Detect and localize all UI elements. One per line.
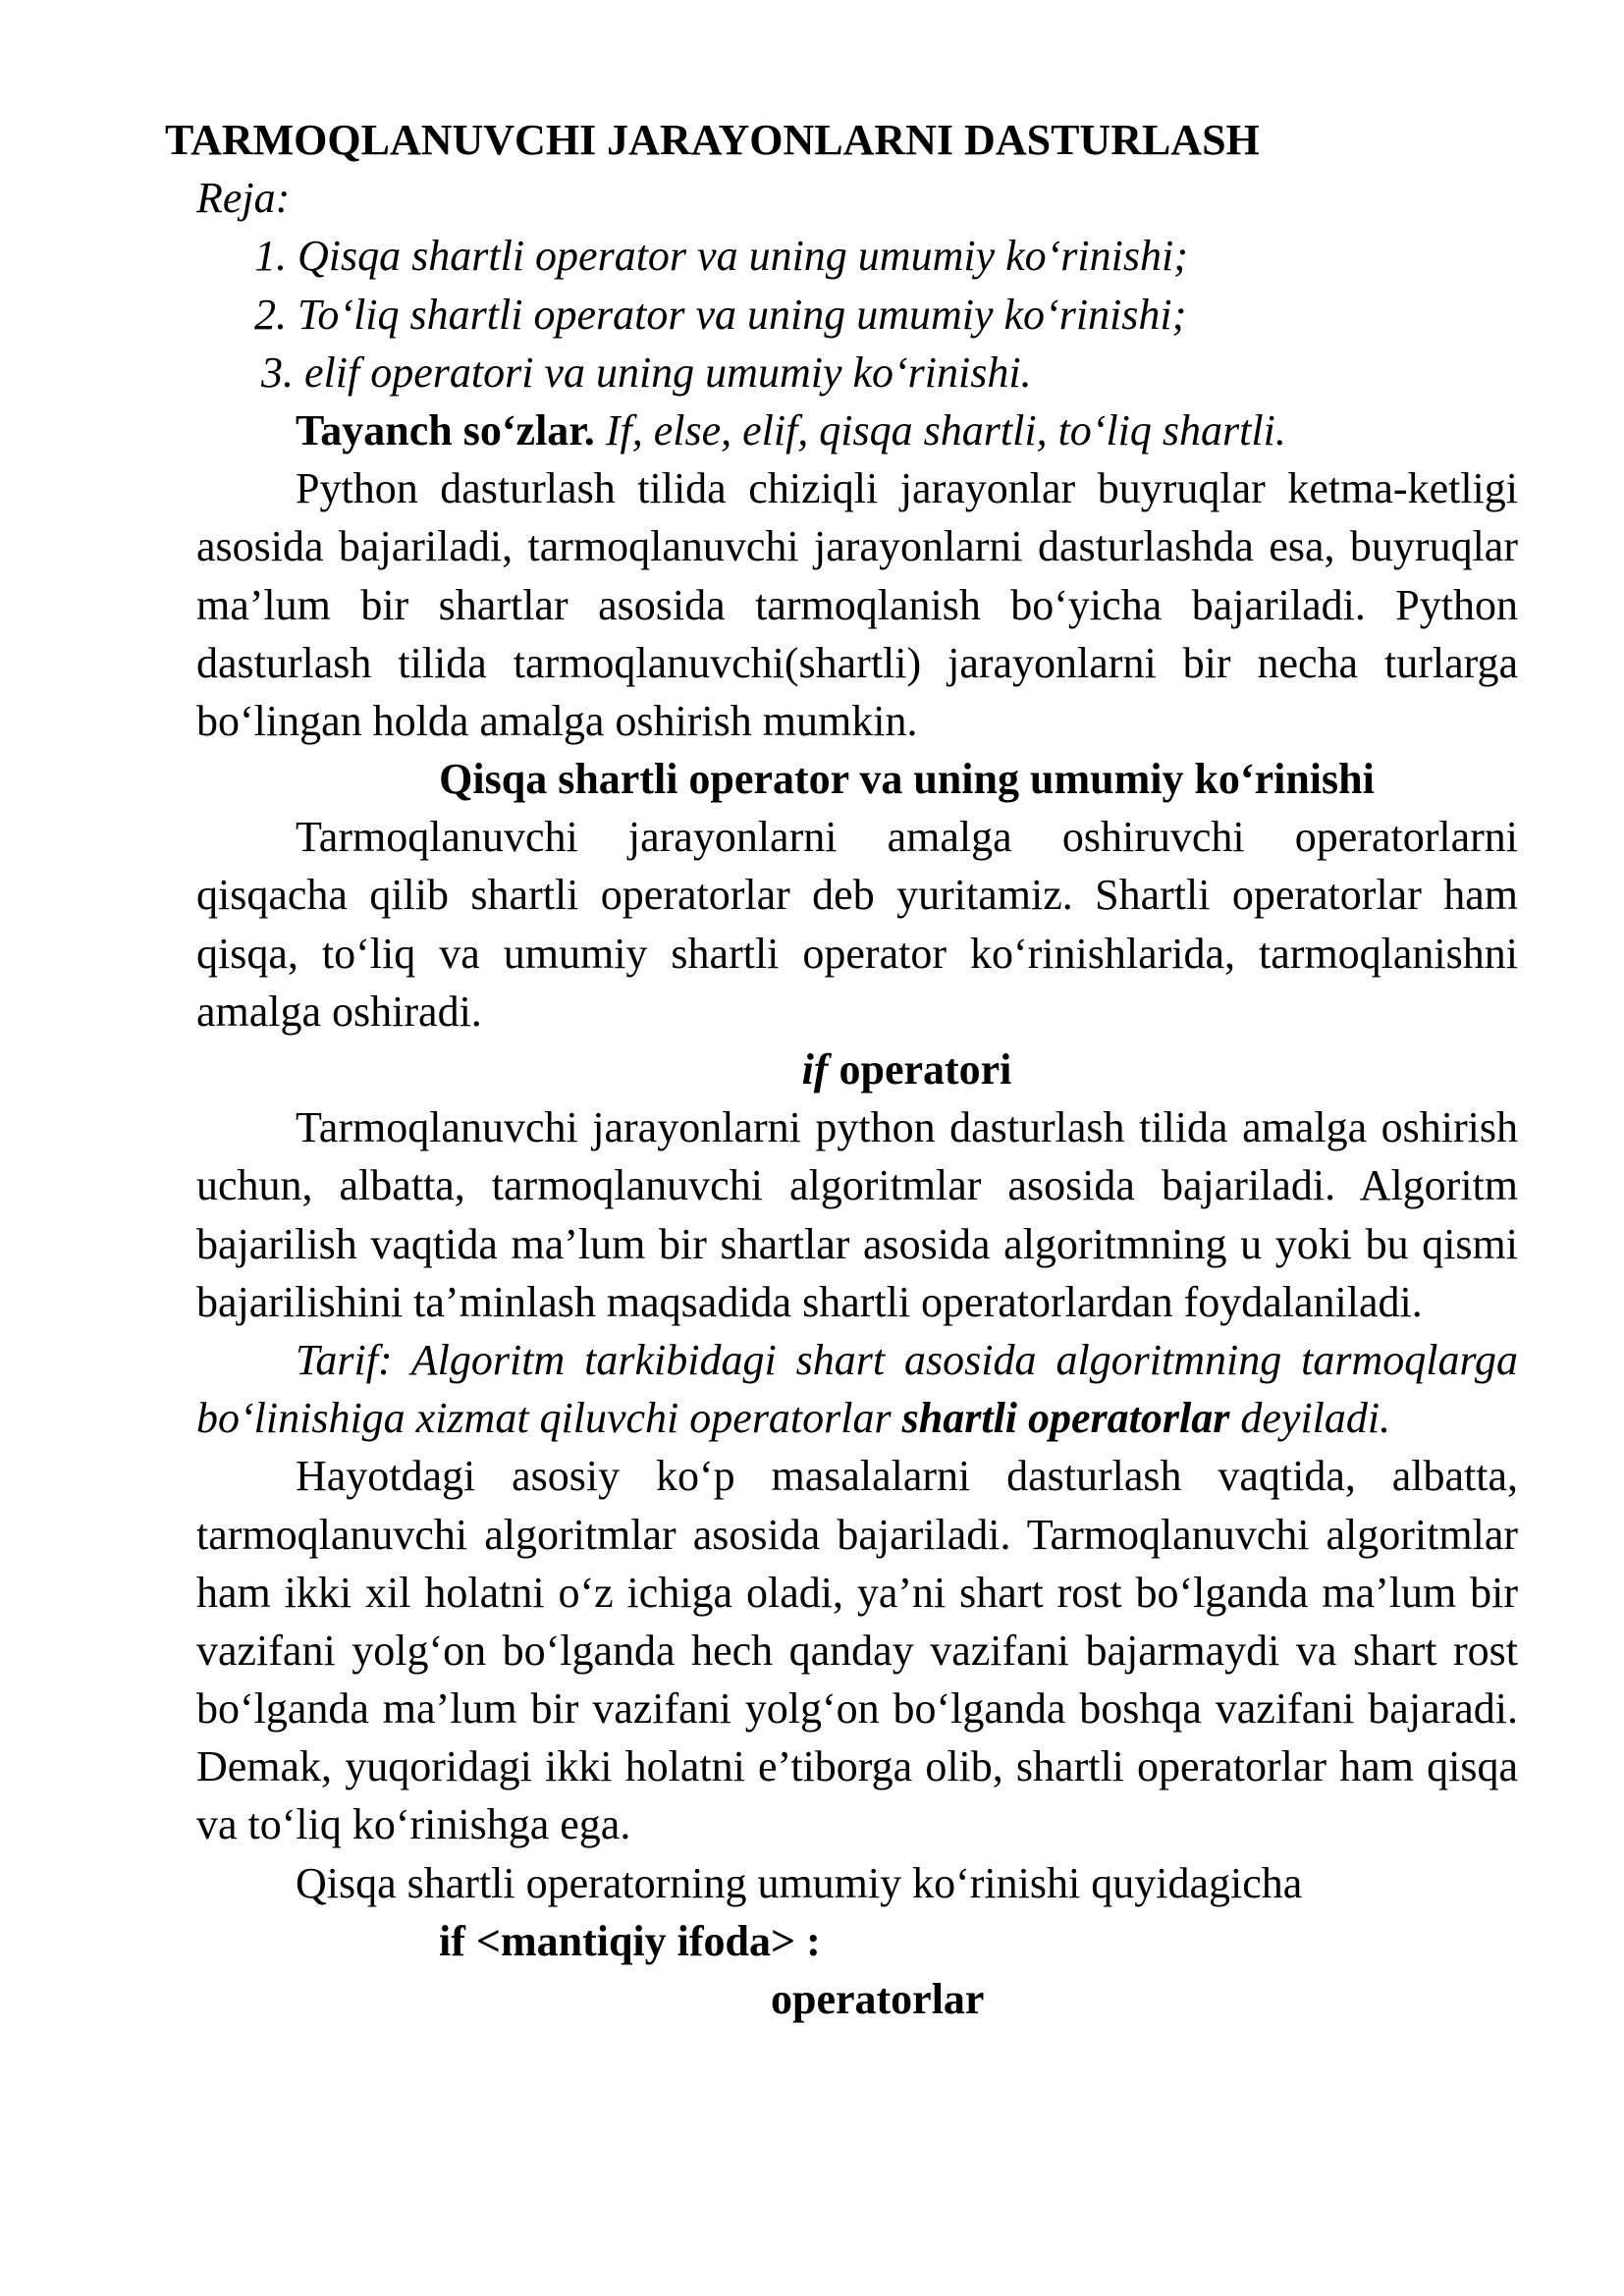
paragraph-line: qisqa, to‘liq va umumiy shartli operator ko‘rinishlarida, tarmoqlanishni (196, 929, 1518, 978)
definition-line: Tarif: Algoritm tarkibidagi shart asosida algoritmning tarmoqlarga (296, 1335, 1518, 1384)
document-title: TARMOQLANUVCHI JARAYONLARNI DASTURLASH (165, 116, 1260, 164)
paragraph-line: dasturlash tilida tarmoqlanuvchi(shartli) jarayonlarni bir necha turlarga (196, 638, 1518, 687)
paragraph-line: bo‘lganda ma’lum bir vazifani yolg‘on bo‘lganda boshqa vazifani bajaradi. (196, 1684, 1518, 1734)
syntax-body-line: operatorlar (771, 1975, 985, 2023)
paragraph-line: asosida bajariladi, tarmoqlanuvchi jarayonlarni dasturlashda esa, buyruqlar (196, 522, 1518, 571)
if-heading-rest: operatori (828, 1045, 1012, 1094)
keywords-label: Tayanch so‘zlar. (296, 405, 595, 454)
paragraph-line: Hayotdagi asosiy ko‘p masalalarni dasturlash vaqtida, albatta, (296, 1452, 1518, 1501)
paragraph-line: bajarilish vaqtida ma’lum bir shartlar asosida algoritmning u yoki bu qismi (196, 1219, 1518, 1268)
if-operator-heading (196, 1041, 1518, 1098)
keywords-line (196, 401, 1518, 459)
paragraph-line: ham ikki xil holatni o‘z ichiga oladi, ya’ni shart rost bo‘lganda ma’lum bir (196, 1568, 1518, 1617)
paragraph-line: vazifani yolg‘on bo‘lganda hech qanday vazifani bajarmaydi va shart rost (196, 1626, 1518, 1675)
syntax-intro: Qisqa shartli operatorning umumiy ko‘rinishi quyidagicha (296, 1858, 1303, 1907)
section-heading: Qisqa shartli operator va uning umumiy ko‘rinishi (439, 755, 1375, 804)
if-keyword: if (801, 1045, 829, 1094)
paragraph-line: tarmoqlanuvchi algoritmlar asosida bajariladi. Tarmoqlanuvchi algoritmlar (196, 1510, 1518, 1559)
plan-label: Reja: (196, 174, 291, 223)
paragraph-line: uchun, albatta, tarmoqlanuvchi algoritmlar asosida bajariladi. Algoritm (196, 1161, 1518, 1210)
paragraph-line: Demak, yuqoridagi ikki holatni e’tiborga olib, shartli operatorlar ham qisqa (196, 1742, 1518, 1791)
paragraph-line: qisqacha qilib shartli operatorlar deb yuritamiz. Shartli operatorlar ham (196, 871, 1518, 920)
paragraph-line: bo‘lingan holda amalga oshirish mumkin. (196, 696, 918, 745)
paragraph-line: bajarilishini ta’minlash maqsadida shartli operatorlardan foydalaniladi. (196, 1277, 1423, 1326)
document-body (165, 111, 1518, 2028)
paragraph-line: Tarmoqlanuvchi jarayonlarni amalga oshiruvchi operatorlarni (296, 813, 1518, 862)
definition-text: deyiladi. (1229, 1394, 1391, 1443)
definition-text: bo‘linishiga xizmat qiluvchi operatorlar (196, 1394, 902, 1443)
paragraph-line: ma’lum bir shartlar asosida tarmoqlanish bo‘yicha bajariladi. Python (196, 580, 1518, 629)
plan-item: 3. elif operatori va uning umumiy ko‘rinishi. (261, 347, 1032, 397)
plan-item: 1. Qisqa shartli operator va uning umumiy ko‘rinishi; (254, 232, 1188, 281)
paragraph-line: va to‘liq ko‘rinishga ega. (196, 1800, 631, 1849)
definition-term: shartli operatorlar (901, 1394, 1230, 1443)
syntax-if-line: if <mantiqiy ifoda> : (439, 1916, 821, 1965)
paragraph-line: Python dasturlash tilida chiziqli jarayonlar buyruqlar ketma-ketligi (296, 464, 1518, 513)
paragraph-line: Tarmoqlanuvchi jarayonlarni python dasturlash tilida amalga oshirish (296, 1103, 1518, 1152)
definition-line (196, 1389, 1518, 1447)
paragraph-line: amalga oshiradi. (196, 987, 482, 1036)
plan-item: 2. To‘liq shartli operator va uning umumiy ko‘rinishi; (254, 290, 1187, 339)
keywords-text: If, else, elif, qisqa shartli, to‘liq shartli. (594, 405, 1286, 454)
